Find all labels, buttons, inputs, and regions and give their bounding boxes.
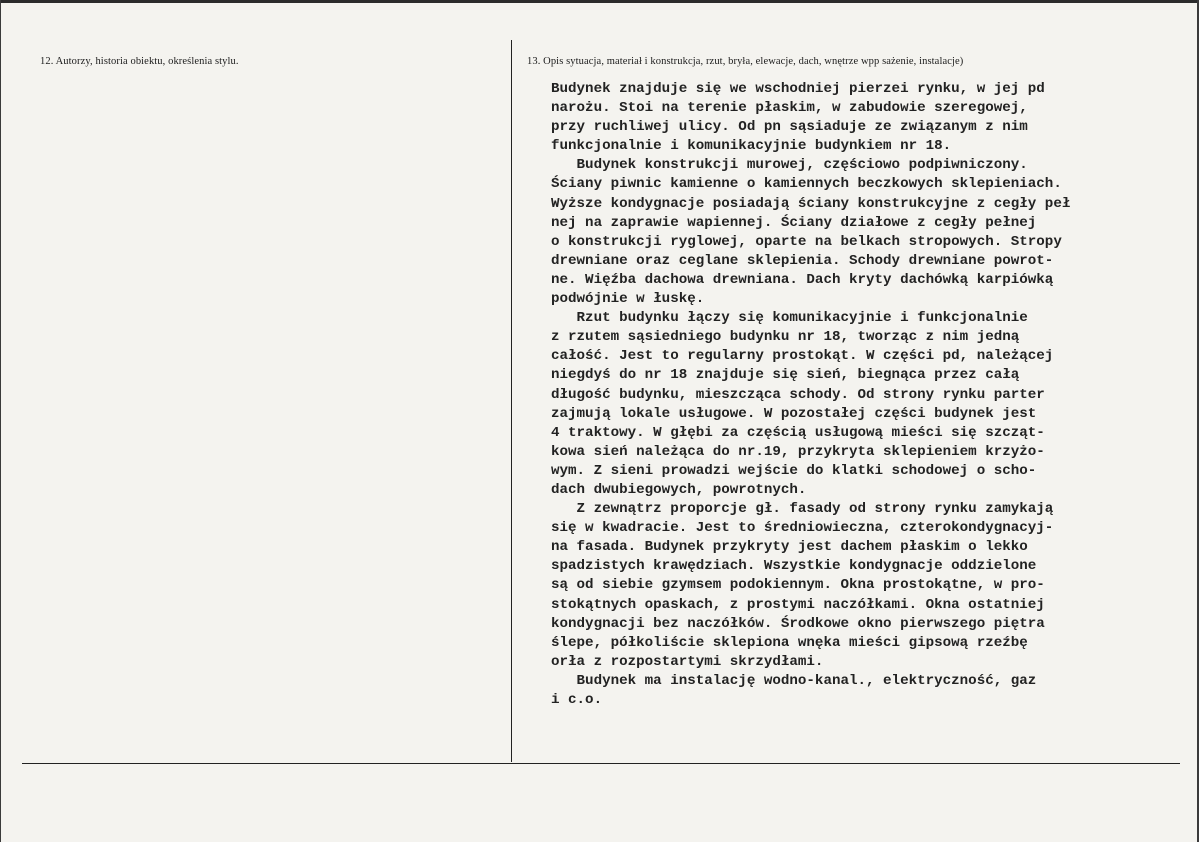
typed-line: na fasada. Budynek przykryty jest dachem płaskim o lekko <box>551 539 1028 556</box>
typed-line: Budynek konstrukcji murowej, częściowo podpiwniczony. <box>551 157 1028 174</box>
typed-description <box>551 80 1191 710</box>
typed-line: Rzut budynku łączy się komunikacyjnie i funkcjonalnie <box>551 310 1028 327</box>
typed-line: kowa sień należąca do nr.19, przykryta sklepieniem krzyżo- <box>551 443 1045 460</box>
typed-line: podwójnie w łuskę. <box>551 291 705 308</box>
section-12-heading: 12. Autorzy, historia obiektu, określenia stylu. <box>40 56 239 67</box>
typed-line: i c.o. <box>551 692 603 708</box>
typed-line: 4 traktowy. W głębi za częścią usługową mieści się szcząt- <box>551 424 1045 441</box>
top-border <box>0 0 1199 3</box>
typed-line: stokątnych opaskach, z prostymi naczółkami. Okna ostatniej <box>551 596 1045 613</box>
left-border <box>0 0 1 842</box>
typed-line: Wyższe kondygnacje posiadają ściany konstrukcyjne z cegły peł <box>551 195 1071 212</box>
typed-line: dach dwubiegowych, powrotnych. <box>551 481 807 498</box>
typed-line: Budynek ma instalację wodno-kanal., elektryczność, gaz <box>551 672 1037 689</box>
typed-line: drewniane oraz ceglane sklepienia. Schody drewniane powrot- <box>551 252 1054 269</box>
typed-line: niegdyś do nr 18 znajduje się sień, biegnąca przez całą <box>551 367 1020 384</box>
typed-line: orła z rozpostartymi skrzydłami. <box>551 653 824 670</box>
typed-line: są od siebie gzymsem podokiennym. Okna prostokątne, w pro- <box>551 577 1045 594</box>
section-13-heading: 13. Opis sytuacja, materiał i konstrukcja, rzut, bryła, elewacje, dach, wnętrze wpp sażenie, instalacje) <box>527 56 964 67</box>
typed-line: się w kwadracie. Jest to średniowieczna, czterokondygnacyj- <box>551 520 1054 537</box>
typed-line: całość. Jest to regularny prostokąt. W części pd, należącej <box>551 348 1054 365</box>
typed-line: wym. Z sieni prowadzi wejście do klatki schodowej o scho- <box>551 462 1037 479</box>
typed-line: zajmują lokale usługowe. W pozostałej części budynek jest <box>551 405 1037 422</box>
typed-line: Ściany piwnic kamienne o kamiennych beczkowych sklepieniach. <box>551 176 1062 193</box>
typed-line: o konstrukcji ryglowej, oparte na belkach stropowych. Stropy <box>551 233 1062 250</box>
bottom-rule <box>22 763 1180 764</box>
typed-line: długość budynku, mieszcząca schody. Od strony rynku parter <box>551 386 1045 403</box>
typed-line: przy ruchliwej ulicy. Od pn sąsiaduje ze związanym z nim <box>551 119 1028 136</box>
typed-line: narożu. Stoi na terenie płaskim, w zabudowie szeregowej, <box>551 100 1028 117</box>
typed-line: spadzistych krawędziach. Wszystkie kondygnacje oddzielone <box>551 558 1037 575</box>
typed-line: Budynek znajduje się we wschodniej pierzei rynku, w jej pd <box>551 81 1045 97</box>
typed-line: z rzutem sąsiedniego budynku nr 18, tworząc z nim jedną <box>551 329 1020 346</box>
typed-line: funkcjonalnie i komunikacyjnie budynkiem nr 18. <box>551 138 952 155</box>
typed-line: Z zewnątrz proporcje gł. fasady od strony rynku zamykają <box>551 501 1054 518</box>
typed-line: kondygnacji bez naczółków. Środkowe okno pierwszego piętra <box>551 615 1045 632</box>
typed-line: ne. Więźba dachowa drewniana. Dach kryty dachówką karpiówką <box>551 271 1054 288</box>
typed-line: ślepe, półkoliście sklepiona wnęka mieści gipsową rzeźbę <box>551 634 1028 651</box>
column-divider <box>511 40 512 762</box>
typed-line: nej na zaprawie wapiennej. Ściany działowe z cegły pełnej <box>551 214 1037 231</box>
